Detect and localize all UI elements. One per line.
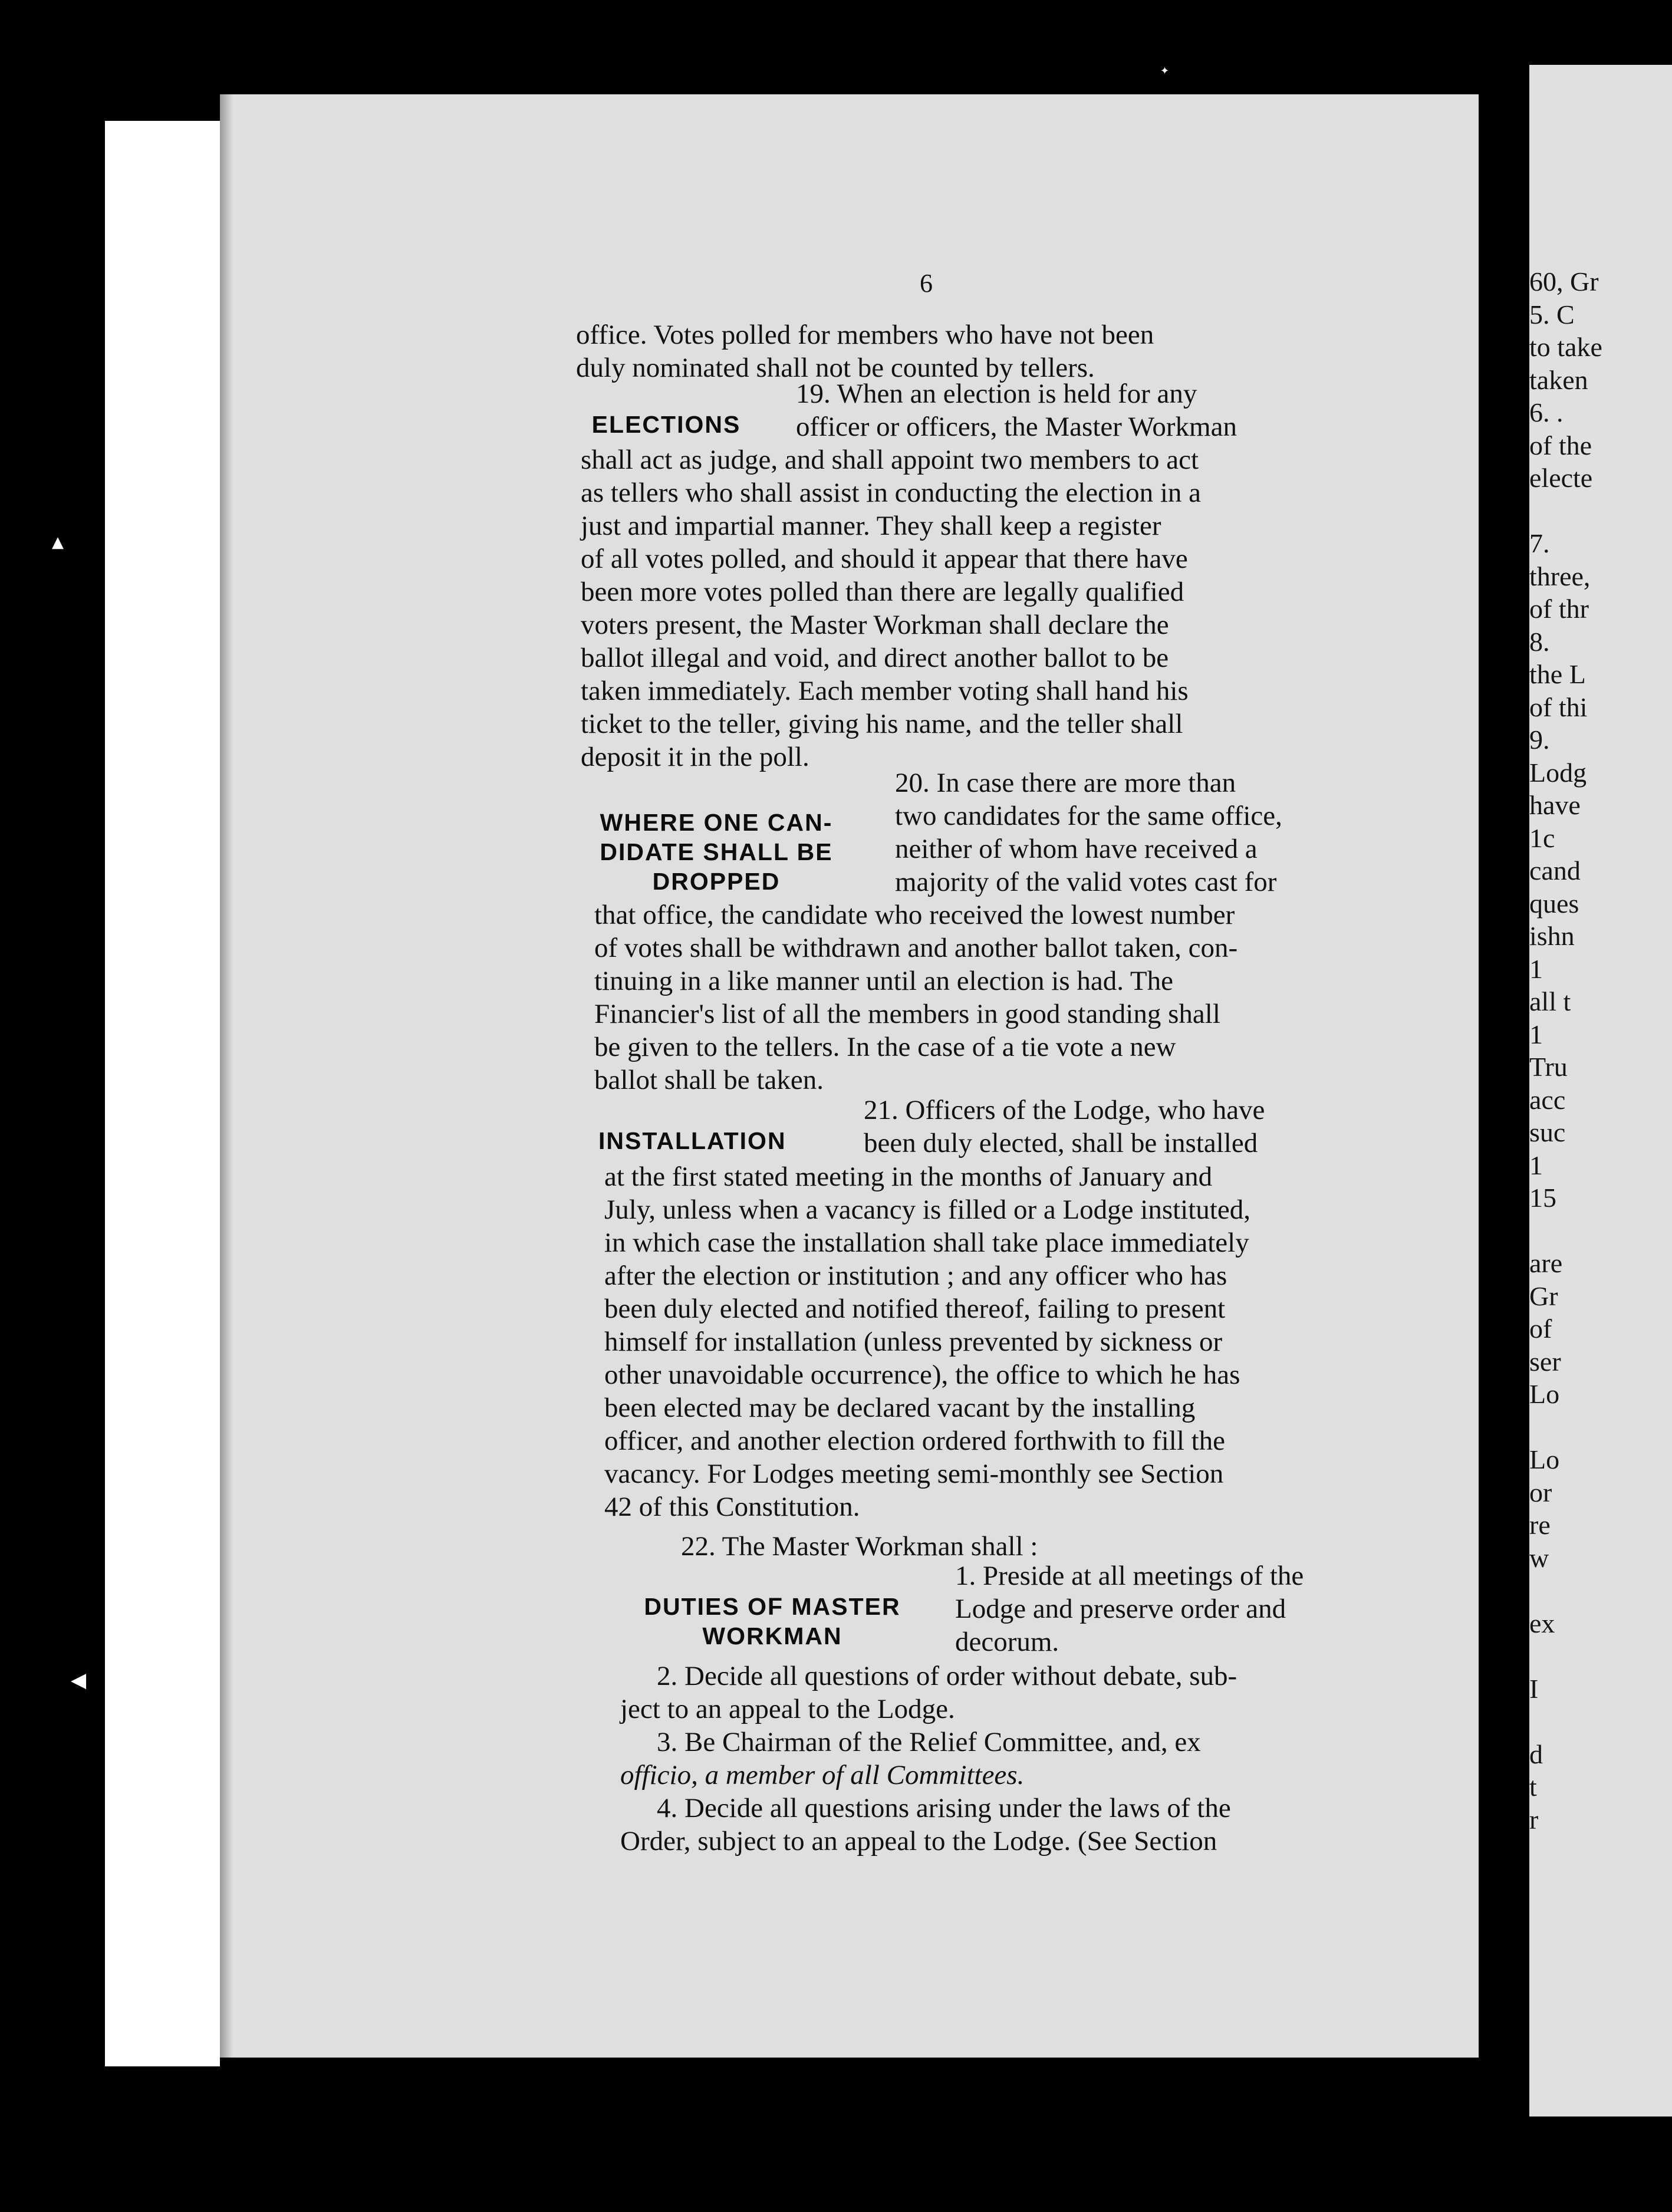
facing-page-fragment: r [1529,1804,1539,1835]
book-edge [105,121,220,2066]
facing-page-fragment: have [1529,790,1581,820]
facing-page-fragment: are [1529,1248,1563,1278]
facing-page-fragment: three, [1529,561,1591,591]
facing-page [1529,65,1672,2116]
facing-page-fragment: 6. . [1529,397,1564,427]
facing-page-fragment: 1 [1529,1019,1543,1049]
facing-page-fragment: w [1529,1542,1549,1573]
facing-page-fragment: Lodg [1529,757,1587,788]
sidenote-elections: ELECTIONS [591,411,741,438]
facing-page-fragment [1529,1411,1672,1444]
facing-page-fragment: Lo [1529,1444,1560,1474]
section-22-body: 2. Decide all questions of order without debate, sub- ject to an appeal to the Lodge. 3. Be Chairman of the Relief Committee, and, ex officio, a member of all Committees. 4. Decide all questions arising under the laws of the Order, subject to an appeal to the Lodge. (See Section [620,1661,1237,1857]
facing-page-fragment [1529,1705,1672,1738]
facing-page-fragment: ques [1529,888,1579,919]
facing-page-fragment: 9. [1529,725,1550,755]
facing-page-fragment: all t [1529,986,1571,1016]
facing-page-fragment: 1 [1529,953,1543,984]
facing-page-fragment: d [1529,1739,1543,1769]
facing-page-fragment: t [1529,1772,1537,1802]
facing-page-fragment [1529,1640,1672,1673]
section-21-lead: 21. Officers of the Lodge, who have been duly elected, shall be installed [864,1095,1265,1158]
facing-page-fragment: cand [1529,855,1581,886]
sidenote-installation: INSTALLATION [598,1127,786,1154]
facing-page-fragment: of thr [1529,594,1589,624]
facing-page-fragment: ser [1529,1346,1561,1377]
facing-page-fragment: I [1529,1673,1539,1704]
page-binding-shadow [220,94,233,2058]
sidenote-where-one-candidate: WHERE ONE CAN- DIDATE SHALL BE DROPPED [600,809,833,895]
text-line: office. Votes polled for members who have not been [576,320,1154,350]
facing-page-fragment: of [1529,1314,1552,1344]
facing-page-fragment: taken [1529,364,1588,395]
section-22-lead: 1. Preside at all meetings of the Lodge and preserve order and decorum. [955,1561,1304,1657]
facing-page-fragment [1529,1574,1672,1607]
facing-page-fragment: of thi [1529,692,1588,722]
facing-page-fragment: or [1529,1477,1552,1507]
intro-paragraph [576,318,1351,384]
section-20-body: that office, the candidate who received the lowest number of votes shall be withdrawn and another ballot taken, con- tinuing in a like manner until an election is had. The Financier's list of all the members in good standing shall be given to the tellers. In the case of a tie vote a new ballot shall be taken. [594,900,1238,1095]
facing-page-text [1529,265,1672,1836]
facing-page-fragment: 1c [1529,822,1555,853]
facing-page-fragment: suc [1529,1117,1566,1147]
facing-page-fragment: to take [1529,332,1602,362]
scan-speck: ◀ [71,1668,87,1692]
facing-page-fragment: electe [1529,463,1593,493]
facing-page-fragment: Lo [1529,1379,1560,1409]
facing-page-fragment: of the [1529,430,1592,460]
facing-page-fragment [1529,1214,1672,1247]
text-line: duly nominated shall not be counted by tellers. [576,353,1095,383]
facing-page-fragment: re [1529,1510,1551,1540]
facing-page-fragment: 5. C [1529,299,1575,330]
scan-speck: ✦ [1160,65,1170,77]
facing-page-fragment: Tru [1529,1052,1568,1082]
facing-page-fragment: ex [1529,1608,1555,1638]
page-number: 6 [920,269,933,298]
section-20-lead: 20. In case there are more than two candidates for the same office, neither of whom have received a majority of the valid votes cast for [895,768,1282,897]
facing-page-fragment [1529,495,1672,528]
facing-page-fragment: 60, Gr [1529,266,1599,297]
section-19-lead: 19. When an election is held for any officer or officers, the Master Workman [796,378,1237,442]
facing-page-fragment: ishn [1529,921,1575,951]
scan-speck: ▲ [52,534,64,551]
facing-page-fragment: 15 [1529,1183,1556,1213]
facing-page-fragment: Gr [1529,1281,1558,1311]
facing-page-fragment: 8. [1529,626,1550,657]
book-gutter [1479,83,1529,2146]
facing-page-fragment: 1 [1529,1150,1543,1180]
facing-page-fragment: 7. [1529,528,1550,558]
facing-page-fragment: acc [1529,1084,1566,1115]
facing-page-fragment: the L [1529,659,1586,689]
section-21-body: at the first stated meeting in the months of January and July, unless when a vacancy is filled or a Lodge instituted, in which case the installation shall take place immediately after the election or institution ; and any officer who has been duly elected and notified thereof, failing to present himself for installation (unless prevented by sickness or other unavoidable occurrence), the office to which he has been elected may be declared vacant by the installing officer, and another election ordered forthwith to fill the vacancy. For Lodges meeting semi-monthly see Section 42 of this Constitution. [604,1161,1250,1522]
section-19-body: shall act as judge, and shall appoint two members to act as tellers who shall assist in conducting the election in a just and impartial manner. They shall keep a register of all votes polled, and should it appear that there have been more votes polled than there are legally qualified voters present, the Master Workman shall declare the ballot illegal and void, and direct another ballot to be taken immediately. Each member voting shall hand his ticket to the teller, giving his name, and the teller shall deposit it in the poll. [581,445,1202,772]
sidenote-duties-of-master-workman: DUTIES OF MASTER WORKMAN [644,1593,901,1650]
section-22-intro: 22. The Master Workman shall : [681,1531,1038,1562]
